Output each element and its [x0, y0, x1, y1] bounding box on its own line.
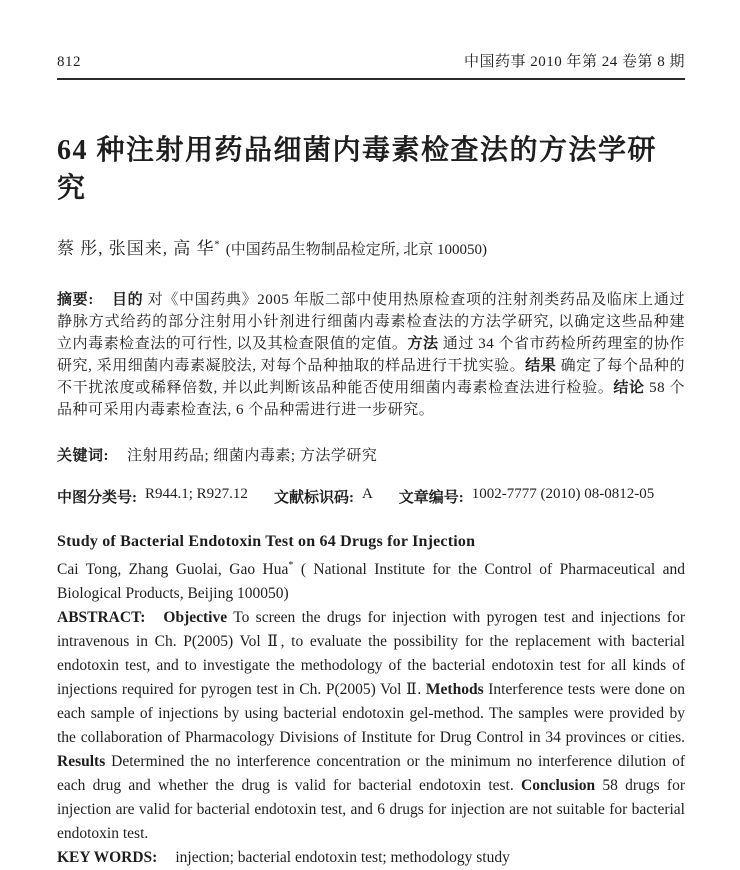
clc-label: 中图分类号:: [57, 490, 137, 506]
abstract-label-cn: 摘要:: [57, 292, 94, 308]
article-title-cn: 64 种注射用药品细菌内毒素检查法的方法学研究: [57, 135, 658, 204]
abstract-text-en: [57, 609, 685, 842]
affiliation-cn: (中国药品生物制品检定所, 北京 100050): [225, 242, 487, 258]
inline-section-text: 通过 34 个省市药检所药理室的协作研究, 采用细菌内毒素凝胶法, 对每个品种抽取的样品进行干扰实验。: [57, 336, 685, 374]
author-names-cn: 蔡 彤, 张国来, 高 华: [57, 239, 215, 258]
keywords-line-en: [57, 846, 685, 870]
inline-section-text: 确定了每个品种的不干扰浓度或稀释倍数, 并以此判断该品种能否使用细菌内毒素检查法进行检验。: [57, 358, 685, 396]
running-head: [57, 50, 685, 80]
inline-section-text: To screen the drugs for injection with pyrogen test and injections for intravenous in Ch. P(2005) Vol Ⅱ, to evaluate the possibility for the replacement with bacterial endotoxin test, and to investigate the methodology of the bacterial endotoxin test for all kinds of injections required for pyrogen test in Ch. P(2005) Vol Ⅱ.: [57, 609, 685, 699]
inline-section-label: Objective: [163, 609, 228, 627]
abstract-text-cn: [57, 292, 685, 418]
inline-section-label: 结果: [525, 358, 557, 374]
abstract-cn: [57, 289, 685, 421]
page-number: 812: [57, 54, 81, 70]
inline-section-text: 58 个品种可采用内毒素检查法, 6 个品种需进行进一步研究。: [57, 380, 685, 418]
affiliation-en: ( National Institute for the Control of Pharmaceutical and Biological Products, Beijing 100050): [57, 561, 686, 603]
inline-section-label: 结论: [613, 380, 645, 396]
abstract-label-en: ABSTRACT:: [57, 609, 146, 627]
clc-number: [57, 486, 248, 507]
inline-section-label: Conclusion: [521, 777, 596, 795]
article-title-en: Study of Bacterial Endotoxin Test on 64 Drugs for Injection: [57, 533, 476, 550]
document-code-label: 文献标识码:: [273, 490, 354, 506]
author-names-en: Cai Tong, Zhang Guolai, Gao Hua: [57, 561, 289, 579]
authors-line-cn: [57, 234, 685, 259]
authors-line-en: [57, 554, 685, 606]
inline-section-text: Determined the no interference concentration or the minimum no interference dilution of each drug and whether the drug is valid for bacterial endotoxin test.: [57, 753, 685, 795]
inline-section-text: 对《中国药典》2005 年版二部中使用热原检查项的注射剂类药品及临床上通过静脉方式给药的部分注射用小针剂进行细菌内毒素检查法的方法学研究, 以确定这些品种建立内毒素检查法的可行性, 以及其检查限值的定值。: [57, 292, 685, 352]
keywords-label-en: KEY WORDS:: [57, 849, 158, 867]
article-id: [399, 486, 654, 507]
inline-section-text: Interference tests were done on each sample of injections by using bacterial endotoxin gel-method. The samples were provided by the collaboration of Pharmacology Divisions of Institute for Drug Control in 34 provinces or cities.: [57, 681, 686, 747]
article-id-label: 文章编号:: [398, 490, 464, 506]
document-code: [274, 486, 373, 507]
inline-section-label: Results: [57, 753, 106, 771]
journal-issue-info: 中国药事 2010 年第 24 卷第 8 期: [463, 54, 685, 70]
keywords-line-cn: [57, 444, 685, 465]
inline-section-label: 目的: [111, 292, 144, 308]
article-id-value: 1002-7777 (2010) 08-0812-05: [471, 486, 655, 502]
keywords-text-en: injection; bacterial endotoxin test; methodology study: [175, 849, 510, 867]
document-code-value: A: [361, 486, 373, 502]
clc-value: R944.1; R927.12: [145, 486, 248, 502]
corresponding-author-mark-en: *: [288, 560, 294, 571]
article-meta-line: [57, 486, 685, 507]
abstract-en: [57, 606, 685, 846]
inline-section-label: 方法: [407, 336, 439, 352]
inline-section-text: 58 drugs for injection are valid for bacterial endotoxin test, and 6 drugs for injection are not suitable for bacterial endotoxin test.: [57, 777, 685, 843]
english-section: [57, 530, 685, 870]
inline-section-label: Methods: [425, 681, 484, 699]
keywords-label-cn: 关键词:: [57, 448, 109, 464]
keywords-text-cn: 注射用药品; 细菌内毒素; 方法学研究: [127, 448, 378, 464]
corresponding-author-mark: *: [214, 239, 221, 251]
